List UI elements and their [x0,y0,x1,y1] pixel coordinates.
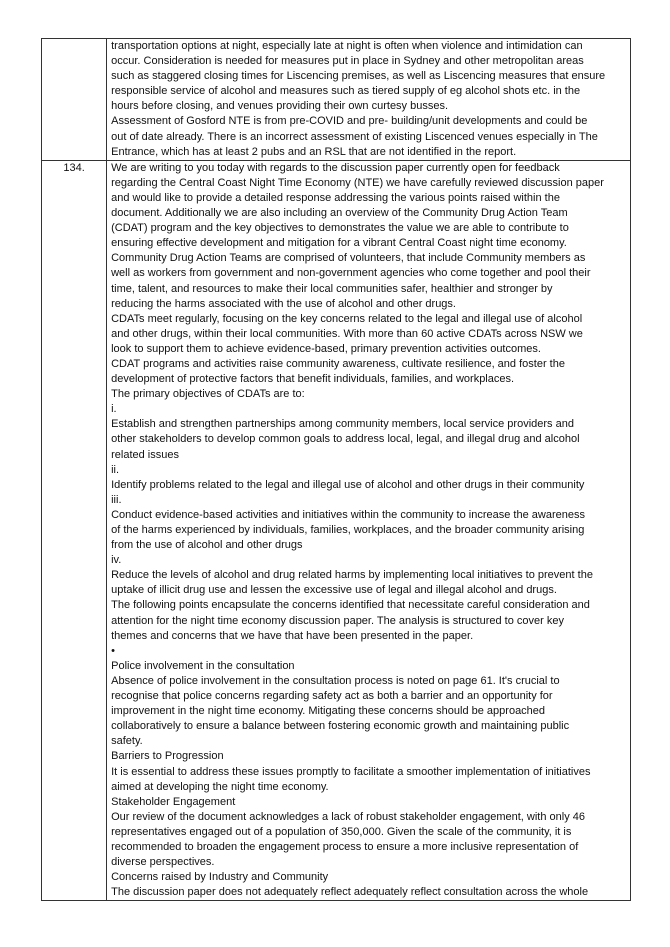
text-line: The primary objectives of CDATs are to: [111,388,305,401]
text-line: Absence of police involvement in the consultation process is noted on page 61. It's crucial to [111,674,560,687]
text-line: such as staggered closing times for Liscencing premises, as well as Liscencing measures that ensure [111,70,606,83]
submission-number [42,39,107,161]
submissions-table [41,38,631,901]
text-line: from the use of alcohol and other drugs [111,539,303,552]
text-line: The following points encapsulate the concerns identified that necessitate careful consideration and [111,599,590,612]
text-line: • [111,644,115,657]
text-line: Entrance, which has at least 2 pubs and an RSL that are not identified in the report. [111,145,517,158]
text-line: i. [111,403,117,416]
text-line: (CDAT) program and the key objectives to demonstrates the value we are able to contribute to [111,222,569,235]
text-line: Assessment of Gosford NTE is from pre-COVID and pre- building/unit developments and could be [111,115,588,128]
text-line: Barriers to Progression [111,750,224,763]
text-line: It is essential to address these issues promptly to facilitate a smoother implementation of initiatives [111,765,591,778]
text-line: Community Drug Action Teams are comprised of volunteers, that include Community members as [111,252,586,265]
text-line: Stakeholder Engagement [111,795,236,808]
text-line: occur. Consideration is needed for measures put in place in Sydney and other metropolitan areas [111,55,584,68]
text-line: transportation options at night, especially late at night is often when violence and intimidation can [111,40,583,52]
text-line: reducing the harms associated with the use of alcohol and other drugs. [111,297,456,310]
text-line: development of protective factors that benefit individuals, families, and workplaces. [111,373,515,386]
text-line: Reduce the levels of alcohol and drug related harms by implementing local initiatives to prevent the [111,569,593,582]
text-line: and other drugs, within their local communities. With more than 60 active CDATs across NSW we [111,327,583,340]
text-line: themes and concerns that we have that have been presented in the paper. [111,629,474,642]
text-line: recommended to broaden the engagement process to ensure a more inclusive representation of [111,840,579,853]
text-line: iii. [111,493,122,506]
submission-number: 134. [42,160,107,901]
text-line: Identify problems related to the legal and illegal use of alcohol and other drugs in their community [111,478,585,491]
text-line: ensuring effective development and mitigation for a vibrant Central Coast night time economy. [111,237,567,250]
text-line: The discussion paper does not adequately reflect adequately reflect consultation across the whole [111,886,589,899]
text-line: responsible service of alcohol and measures such as tiered supply of eg alcohol shots etc. in the [111,85,581,98]
submission-text [107,160,631,901]
text-line: out of date already. There is an incorrect assessment of existing Liscenced venues especially in The [111,130,598,143]
text-line: of the harms experienced by individuals, families, workplaces, and the broader community arising [111,524,585,536]
text-line: collaboratively to ensure a balance between fostering economic growth and maintaining public [111,720,570,733]
text-line: Conduct evidence-based activities and initiatives within the community to increase the awareness [111,508,585,521]
text-line: well as workers from government and non-government agencies who come together and pool their [111,267,591,280]
text-line: hours before closing, and venues providing their own curtesy busses. [111,100,449,113]
text-line: Concerns raised by Industry and Community [111,871,329,884]
text-line: CDATs meet regularly, focusing on the key concerns related to the legal and illegal use of alcohol [111,312,583,325]
text-line: We are writing to you today with regards to the discussion paper currently open for feedback [111,161,560,174]
text-line: recognise that police concerns regarding safety act as both a barrier and an opportunity for [111,690,553,703]
table-row [42,39,631,161]
text-line: other stakeholders to develop common goals to address local, legal, and illegal drug and alcohol [111,433,580,446]
text-line: regarding the Central Coast Night Time Economy (NTE) we have carefully reviewed discussion paper [111,176,604,189]
table-row [42,160,631,901]
text-line: improvement in the night time economy. Mitigating these concerns should be approached [111,705,546,718]
text-line: attention for the night time economy discussion paper. The analysis is structured to cover key [111,614,564,627]
text-line: uptake of illicit drug use and lessen the excessive use of legal and illegal alcohol and drugs. [111,584,557,597]
text-line: and would like to provide a detailed response addressing the various points raised within the [111,191,560,204]
text-line: representatives engaged out of a population of 350,000. Given the scale of the community, it is [111,825,572,838]
text-line: time, talent, and resources to make their local communities safer, healthier and stronger by [111,282,553,295]
text-line: iv. [111,554,122,567]
document-page [41,38,631,901]
text-line: CDAT programs and activities raise community awareness, cultivate resilience, and foster the [111,357,565,370]
text-line: ii. [111,463,120,476]
text-line: Police involvement in the consultation [111,659,295,672]
text-line: diverse perspectives. [111,856,215,869]
submission-text [107,39,631,161]
text-line: aimed at developing the night time economy. [111,780,329,793]
text-line: safety. [111,735,143,748]
text-line: look to support them to achieve evidence-based, primary prevention activities outcomes. [111,342,541,355]
text-line: related issues [111,448,179,461]
text-line: document. Additionally we are also including an overview of the Community Drug Action Team [111,207,568,220]
text-line: Establish and strengthen partnerships among community members, local service providers and [111,418,574,431]
text-line: Our review of the document acknowledges a lack of robust stakeholder engagement, with only 46 [111,810,585,823]
